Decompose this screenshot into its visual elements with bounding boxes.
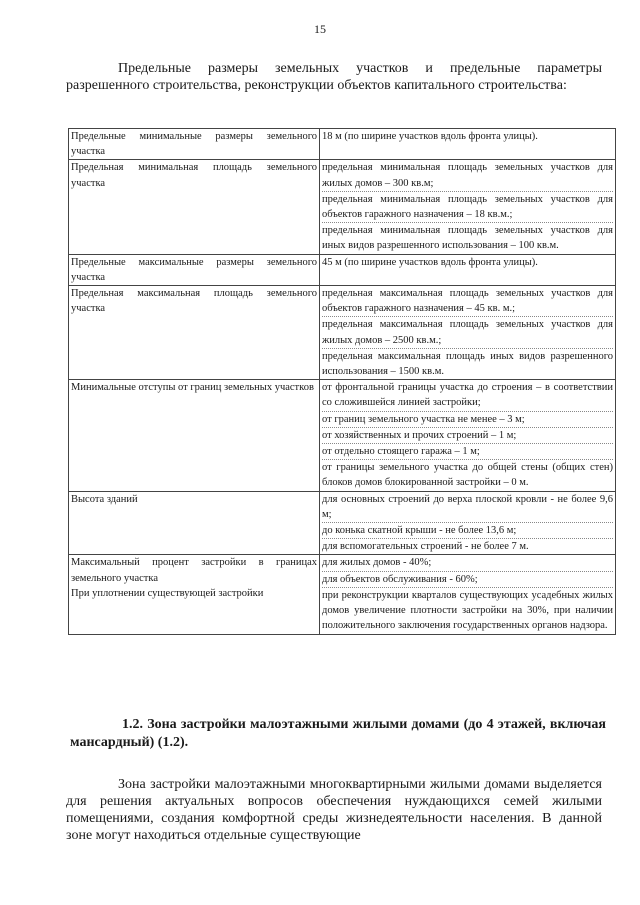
parameter-value: предельная минимальная площадь земельных участков для объектов гаражного назначения – 18 кв.м.; — [322, 191, 613, 222]
parameter-value: для основных строений до верха плоской кровли - не более 9,6 м; — [322, 493, 613, 520]
page-number: 15 — [314, 22, 326, 36]
parameter-value-cell — [320, 491, 616, 555]
parameters-table — [68, 128, 616, 635]
parameter-name: Минимальные отступы от границ земельных участков — [71, 382, 314, 394]
parameter-value-cell — [320, 286, 616, 380]
parameters-table-body — [69, 129, 616, 635]
parameter-name: Предельные минимальные размеры земельного участка — [71, 131, 317, 158]
parameter-name: При уплотнении существующей застройки — [71, 587, 264, 599]
parameter-value: при реконструкции кварталов существующих усадебных жилых домов увеличение плотности застройки на 30%, при наличии положительного заключения государственных органов надзора. — [322, 587, 613, 634]
parameter-name: Предельные максимальные размеры земельного участка — [71, 256, 317, 283]
parameter-name: Максимальный процент застройки в границах земельного участка — [71, 557, 317, 584]
parameter-value: предельная минимальная площадь земельных участков для жилых домов – 300 кв.м; — [322, 162, 613, 189]
parameter-value: для объектов обслуживания - 60%; — [322, 571, 613, 587]
table-row — [69, 491, 616, 555]
table-row — [69, 555, 616, 634]
parameter-value: от хозяйственных и прочих строений – 1 м; — [322, 427, 613, 443]
parameter-name-cell — [69, 286, 320, 380]
parameter-value-cell — [320, 129, 616, 160]
parameter-value: до конька скатной крыши - не более 13,6 м; — [322, 522, 613, 538]
parameter-value-cell — [320, 160, 616, 254]
parameter-value: предельная максимальная площадь иных видов разрешенного использования – 1500 кв.м. — [322, 348, 613, 379]
table-row — [69, 160, 616, 254]
parameter-value-cell — [320, 380, 616, 491]
parameter-name-cell — [69, 254, 320, 285]
intro-paragraph: Предельные размеры земельных участков и предельные параметры разрешенного строительства, реконструкции объектов капитального строительства: — [66, 61, 602, 93]
section-heading: 1.2. Зона застройки малоэтажными жилыми домами (до 4 этажей, включая мансардный) (1.2). — [70, 717, 606, 750]
parameter-name: Предельная максимальная площадь земельного участка — [71, 288, 317, 315]
parameter-name-cell — [69, 160, 320, 254]
parameter-value: предельная минимальная площадь земельных участков для иных видов разрешенного использования – 100 кв.м. — [322, 222, 613, 253]
table-row — [69, 129, 616, 160]
parameter-value: от границы земельного участка до общей стены (общих стен) блоков домов блокированной застройки – 0 м. — [322, 459, 613, 490]
table-row — [69, 286, 616, 380]
parameter-value: для жилых домов - 40%; — [322, 557, 432, 569]
parameter-name-cell — [69, 380, 320, 491]
parameter-name-cell — [69, 491, 320, 555]
parameter-value: предельная максимальная площадь земельных участков для объектов гаражного назначения – 45 кв. м.; — [322, 288, 613, 315]
parameter-value: 18 м (по ширине участков вдоль фронта улицы). — [322, 131, 538, 142]
body-paragraph: Зона застройки малоэтажными многоквартирными жилыми домами выделяется для решения актуальных вопросов обеспечения нуждающихся семей жилыми помещениями, создания комфортной среды жизнедеятельности населения. В данной зоне могут находиться отдельные существующие — [66, 777, 602, 843]
parameter-value: для вспомогательных строений - не более 7 м. — [322, 538, 613, 554]
parameter-name: Высота зданий — [71, 493, 138, 505]
table-row — [69, 254, 616, 285]
parameter-value: от отдельно стоящего гаража – 1 м; — [322, 443, 613, 459]
parameter-value: 45 м (по ширине участков вдоль фронта улицы). — [322, 256, 538, 268]
parameter-value: от границ земельного участка не менее – 3 м; — [322, 411, 613, 427]
parameter-name: Предельная минимальная площадь земельного участка — [71, 162, 317, 189]
parameter-value: предельная максимальная площадь земельных участков для жилых домов – 2500 кв.м.; — [322, 316, 613, 347]
parameter-value: от фронтальной границы участка до строения – в соответствии со сложившейся линией застройки; — [322, 382, 613, 409]
parameter-value-cell — [320, 254, 616, 285]
parameter-name-cell — [69, 555, 320, 634]
table-row — [69, 380, 616, 491]
parameter-value-cell — [320, 555, 616, 634]
parameter-name-cell — [69, 129, 320, 160]
